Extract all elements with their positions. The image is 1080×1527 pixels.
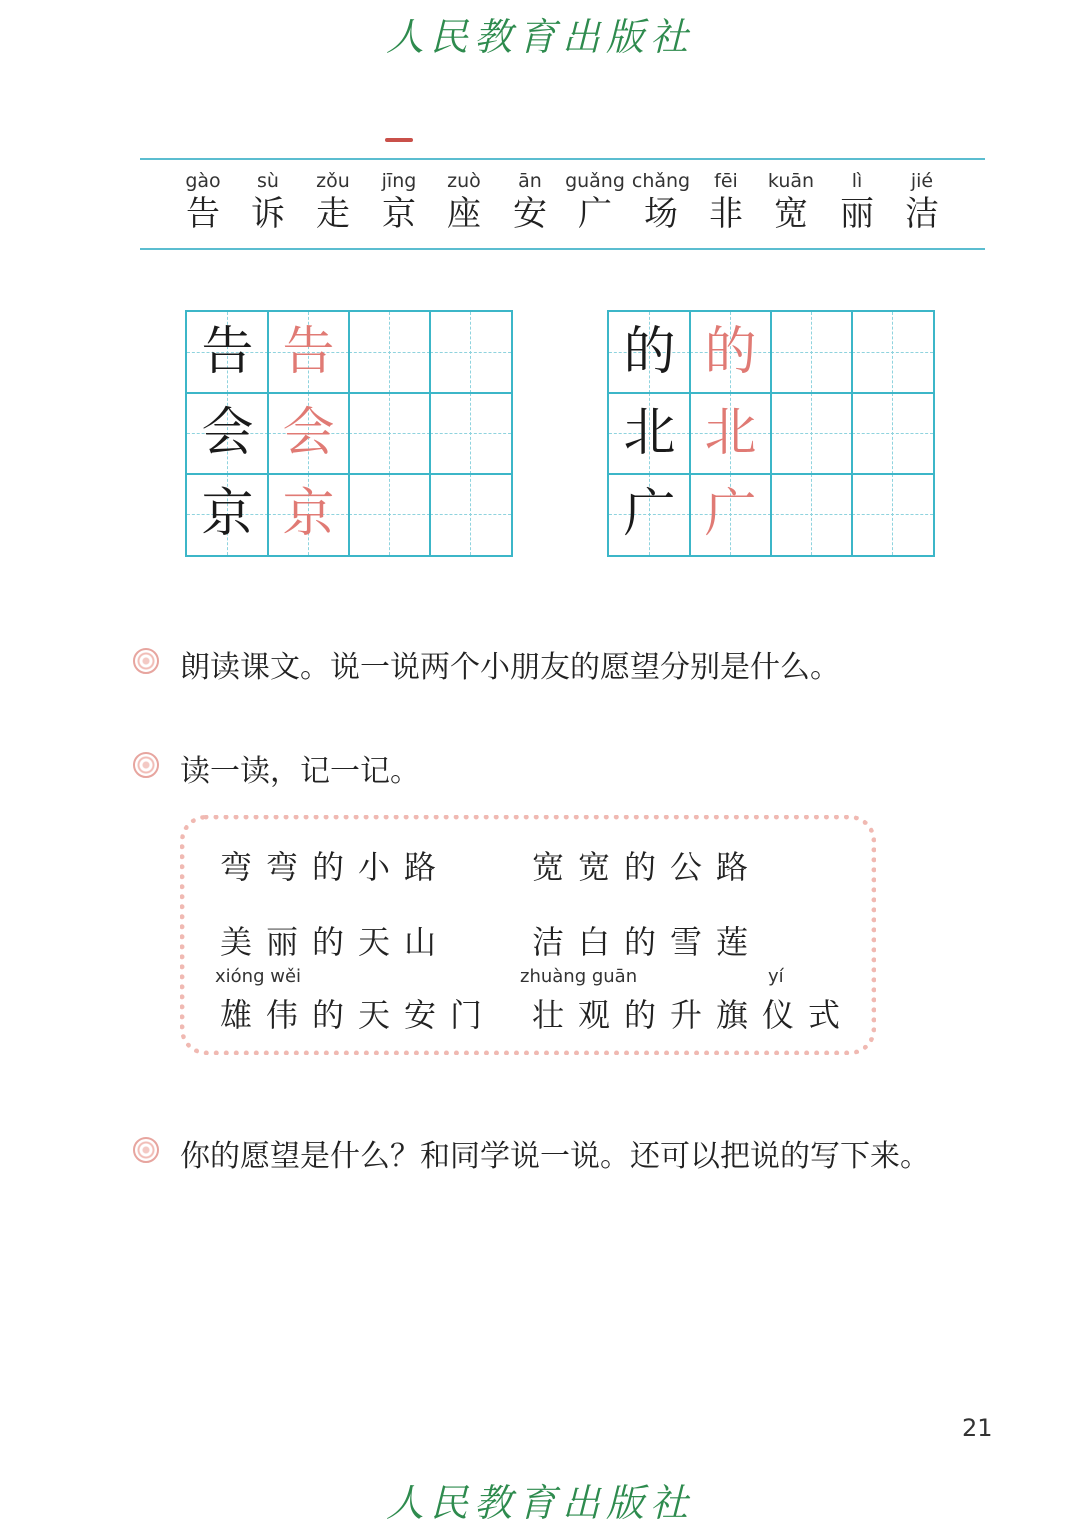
phrase: 壮观的升旗仪式 <box>532 996 855 1034</box>
bullet-icon <box>133 1137 159 1163</box>
page-number: 21 <box>962 1414 993 1442</box>
trace-char: 北 <box>704 403 757 463</box>
strip-top-rule <box>140 158 985 160</box>
strip-char: fēi 非 <box>709 170 743 234</box>
phrase-pinyin: zhuàng guān <box>520 966 638 987</box>
character-strip <box>140 168 985 238</box>
blank-cell[interactable] <box>430 312 511 393</box>
writing-grid-right <box>607 310 935 557</box>
trace-char: 京 <box>282 484 335 544</box>
blank-cell[interactable] <box>852 312 933 393</box>
trace-char: 告 <box>282 322 335 382</box>
model-char: 告 <box>201 322 254 382</box>
model-char: 京 <box>201 484 254 544</box>
model-char: 北 <box>623 403 676 463</box>
model-char: 的 <box>623 322 676 382</box>
phrase: 宽宽的公路 <box>532 848 763 886</box>
strip-char: guǎng 广 <box>565 170 625 234</box>
blank-cell[interactable] <box>349 312 430 393</box>
strip-char: zuò 座 <box>447 170 481 234</box>
strip-char: lì 丽 <box>840 170 874 234</box>
strip-char: kuān 宽 <box>767 170 815 234</box>
trace-char: 的 <box>704 322 757 382</box>
instruction-your-wish: 你的愿望是什么？和同学说一说。还可以把说的写下来。 <box>180 1139 930 1174</box>
trace-char: 广 <box>704 484 757 544</box>
phrase: 雄伟的天安门 <box>220 996 497 1034</box>
model-char: 广 <box>623 484 676 544</box>
phrase: 美丽的天山 <box>220 923 451 961</box>
blank-cell[interactable] <box>771 312 852 393</box>
phrase-pinyin: xióng wěi <box>215 966 302 987</box>
model-char: 会 <box>201 403 254 463</box>
strip-char: jīng 京 <box>381 170 417 234</box>
writing-grid-left <box>185 310 513 557</box>
strip-char: jié 洁 <box>905 170 939 234</box>
phrase: 弯弯的小路 <box>220 848 451 886</box>
instruction-read-remember: 读一读，记一记。 <box>180 754 420 789</box>
strip-char: gào 告 <box>185 170 221 234</box>
blank-cell[interactable] <box>852 474 933 555</box>
strip-char: chǎng 场 <box>631 170 691 234</box>
blank-cell[interactable] <box>430 474 511 555</box>
publisher-logo-bottom: 人民教育出版社 <box>385 1481 694 1525</box>
publisher-logo-top: 人民教育出版社 <box>385 15 694 59</box>
strip-char: sù 诉 <box>251 170 285 234</box>
blank-cell[interactable] <box>852 393 933 474</box>
phrase: 洁白的雪莲 <box>532 923 763 961</box>
blank-cell[interactable] <box>349 474 430 555</box>
blank-cell[interactable] <box>771 393 852 474</box>
instruction-read-aloud: 朗读课文。说一说两个小朋友的愿望分别是什么。 <box>180 650 840 685</box>
blank-cell[interactable] <box>349 393 430 474</box>
blank-cell[interactable] <box>430 393 511 474</box>
strip-char: zǒu 走 <box>316 170 350 234</box>
strip-char: ān 安 <box>513 170 547 234</box>
blank-cell[interactable] <box>771 474 852 555</box>
phrase-pinyin: yí <box>768 966 784 987</box>
trace-char: 会 <box>282 403 335 463</box>
red-mark <box>385 138 413 142</box>
strip-bottom-rule <box>140 248 985 250</box>
bullet-icon <box>133 648 159 674</box>
bullet-icon <box>133 752 159 778</box>
